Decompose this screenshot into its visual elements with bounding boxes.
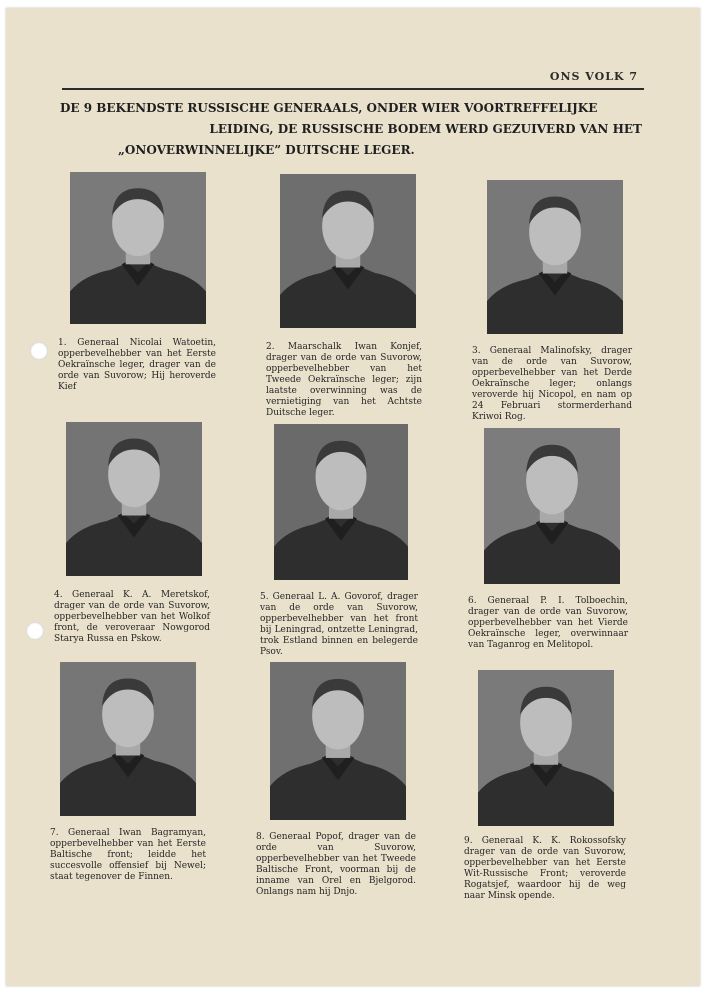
header-rule <box>62 88 644 90</box>
portrait-silhouette <box>478 670 614 826</box>
portrait-silhouette <box>280 174 416 328</box>
portrait-photo-2 <box>280 174 416 328</box>
caption-general-1: 1. Generaal Nicolai Watoetin, opperbevelhebber van het Eerste Oekraïnsche leger, drager van de orde van Suvorow; Hij heroverde Kief <box>58 338 216 392</box>
portrait-photo-5 <box>274 424 408 580</box>
portrait-silhouette <box>60 662 196 816</box>
portrait-silhouette <box>70 172 206 324</box>
portrait-silhouette <box>274 424 408 580</box>
caption-general-4: 4. Generaal K. A. Meretskof, drager van de orde van Suvorow, opperbevelhebber van het Wolkof front, de veroveraar Nowgorod Starya Russa en Pskow. <box>54 590 210 644</box>
caption-general-6: 6. Generaal P. I. Tolboechin, drager van de orde van Suvorow, opperbevelhebber van het Vierde Oekraïnsche leger, overwinnaar van Taganrog en Melitopol. <box>468 596 628 650</box>
caption-general-2: 2. Maarschalk Iwan Konjef, drager van de orde van Suvorow, opperbevelhebber van het Tweede Oekraïnsche leger; zijn laatste overwinning was de vernietiging van het Achtste Duitsche leger. <box>266 342 422 418</box>
portrait-photo-7 <box>60 662 196 816</box>
page-label: ONS VOLK 7 <box>549 70 638 83</box>
portrait-photo-9 <box>478 670 614 826</box>
portrait-silhouette <box>66 422 202 576</box>
portrait-photo-3 <box>487 180 623 334</box>
portrait-photo-6 <box>484 428 620 584</box>
punch-hole-bottom <box>26 622 44 640</box>
portrait-silhouette <box>270 662 406 820</box>
portrait-photo-1 <box>70 172 206 324</box>
portrait-silhouette <box>484 428 620 584</box>
headline-line-1: DE 9 BEKENDSTE RUSSISCHE GENERAALS, ONDER WIER VOORTREFFELIJKE <box>60 101 598 115</box>
portrait-silhouette <box>487 180 623 334</box>
headline-line-2: LEIDING, DE RUSSISCHE BODEM WERD GEZUIVERD VAN HET <box>209 122 642 136</box>
portrait-photo-8 <box>270 662 406 820</box>
portrait-photo-4 <box>66 422 202 576</box>
caption-general-9: 9. Generaal K. K. Rokossofsky drager van de orde van Suvorow, opperbevelhebber van het Eerste Wit-Russische Front; veroverde Rogatsjef, waardoor hij de weg naar Minsk opende. <box>464 836 626 901</box>
caption-general-5: 5. Generaal L. A. Govorof, drager van de orde van Suvorow, opperbevelhebber van het front bij Leningrad, ontzette Leningrad, trok Estland binnen en belegerde Psov. <box>260 592 418 657</box>
punch-hole-top <box>30 342 48 360</box>
headline-line-3: „ONOVERWINNELIJKE” DUITSCHE LEGER. <box>118 143 415 157</box>
caption-general-3: 3. Generaal Malinofsky, drager van de orde van Suvorow, opperbevelhebber van het Derde Oekraïnsche leger; onlangs veroverde hij Nicopol, en nam op 24 Februari stormerderhand Kriwoi Rog. <box>472 346 632 422</box>
caption-general-7: 7. Generaal Iwan Bagramyan, opperbevelhebber van het Eerste Baltische front; leidde het succesvolle offensief bij Newel; staat tegenover de Finnen. <box>50 828 206 882</box>
caption-general-8: 8. Generaal Popof, drager van de orde van Suvorow, opperbevelhebber van het Tweede Baltische Front, voorman bij de inname van Orel en Bjelgorod. Onlangs nam hij Dnjo. <box>256 832 416 897</box>
headline <box>60 98 650 161</box>
